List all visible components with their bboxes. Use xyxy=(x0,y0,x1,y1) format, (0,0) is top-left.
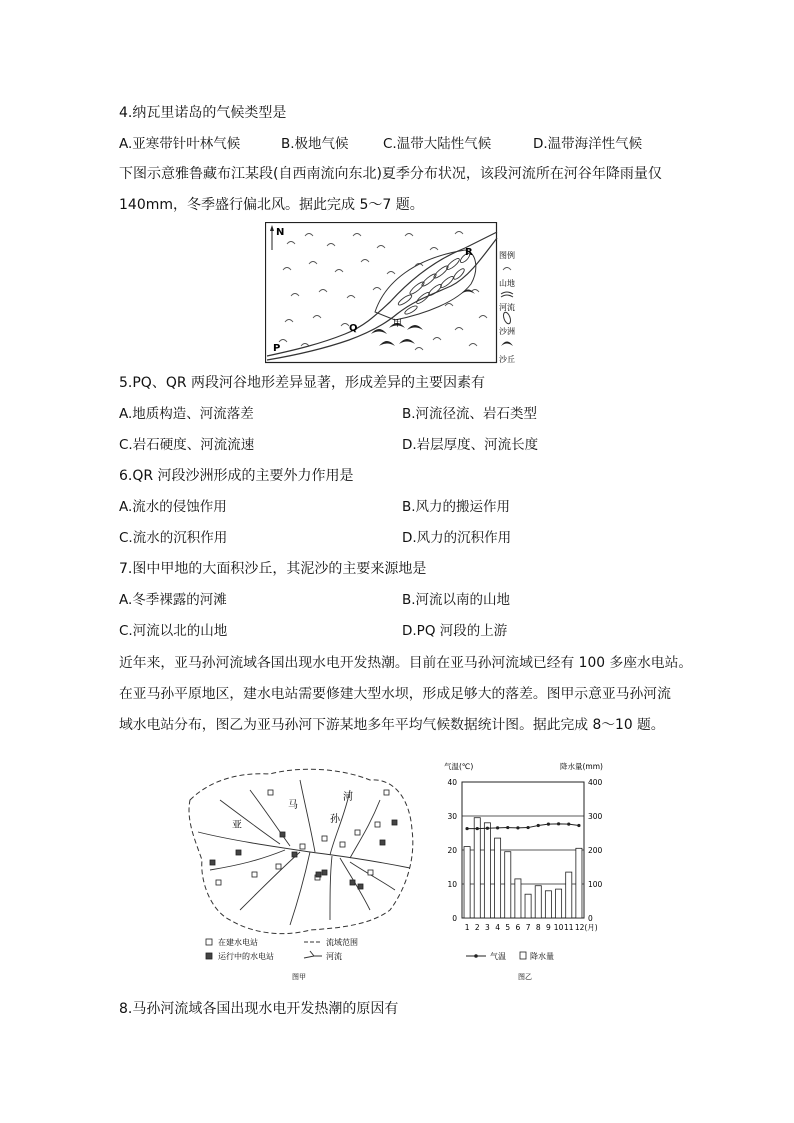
label-p: P xyxy=(273,343,281,354)
map1-legend xyxy=(499,250,515,364)
temperature-point xyxy=(577,824,580,827)
precipitation-bar xyxy=(545,891,551,918)
precipitation-bar xyxy=(464,847,470,918)
chart-ytick-left: 0 xyxy=(452,914,457,923)
precipitation-bar xyxy=(515,879,521,918)
chart-ytick-left: 10 xyxy=(447,880,457,889)
q6-option-d: D.风力的沉积作用 xyxy=(402,530,512,546)
svg-text:河流: 河流 xyxy=(499,303,515,312)
intro1-line2: 140mm，冬季盛行偏北风。据此完成 5～7 题。 xyxy=(119,197,424,213)
chart-ylabel-left: 气温(℃) xyxy=(444,762,474,771)
chart-ytick-left: 20 xyxy=(447,846,457,855)
svg-text:马: 马 xyxy=(288,800,298,811)
q8-stem: 8.马孙河流域各国出现水电开发热潮的原因有 xyxy=(119,1001,399,1017)
temperature-point xyxy=(486,827,489,830)
q5-option-b: B.河流径流、岩石类型 xyxy=(402,406,538,422)
precipitation-bar xyxy=(556,889,562,918)
svg-text:在建水电站: 在建水电站 xyxy=(218,938,258,947)
temperature-point xyxy=(547,823,550,826)
svg-text:沙丘: 沙丘 xyxy=(499,355,515,364)
chart-ytick-right: 0 xyxy=(588,914,593,923)
temperature-point xyxy=(537,824,540,827)
chart-ytick-right: 400 xyxy=(588,778,603,787)
svg-text:孙: 孙 xyxy=(330,814,340,825)
amazon-basin-map xyxy=(189,769,413,981)
precipitation-bar xyxy=(576,848,582,918)
q6-option-b: B.风力的搬运作用 xyxy=(402,499,511,515)
intro1-line1: 下图示意雅鲁藏布江某段(自西南流向东北)夏季分布状况，该段河流所在河谷年降雨量仅 xyxy=(119,166,662,182)
temperature-point xyxy=(557,822,560,825)
chart-ytick-right: 100 xyxy=(588,880,603,889)
svg-text:河流: 河流 xyxy=(326,952,342,961)
chart-xtick: 8 xyxy=(535,923,541,932)
svg-text:河: 河 xyxy=(343,792,353,803)
temperature-point xyxy=(496,826,499,829)
intro2-line3: 域水电站分布，图乙为亚马孙河下游某地多年平均气候数据统计图。据此完成 8～10 题。 xyxy=(119,717,665,733)
chart-caption: 图乙 xyxy=(518,973,532,981)
chart-xtick: 5 xyxy=(505,923,511,932)
chart-ytick-left: 40 xyxy=(447,778,457,787)
temperature-point xyxy=(476,827,479,830)
chart-xtick: 11 xyxy=(563,923,574,932)
q7-option-a: A.冬季裸露的河滩 xyxy=(119,592,227,608)
q5-option-c: C.岩石硬度、河流流速 xyxy=(119,437,255,453)
chart-ylabel-right: 降水量(mm) xyxy=(560,762,603,771)
legend-precipitation: 降水量 xyxy=(530,952,554,961)
chart-xtick: 2 xyxy=(474,923,480,932)
intro2-line2: 在亚马孙平原地区，建水电站需要修建大型水坝，形成足够大的落差。图甲示意亚马孙河流 xyxy=(119,686,671,702)
chart-ytick-left: 30 xyxy=(447,812,457,821)
chart-xtick: 3 xyxy=(485,923,490,932)
chart-xtick: 10 xyxy=(553,923,564,932)
q6-option-c: C.流水的沉积作用 xyxy=(119,530,228,546)
q4-stem: 4.纳瓦里诺岛的气候类型是 xyxy=(119,105,287,121)
svg-text:图甲: 图甲 xyxy=(292,973,306,981)
north-label: N xyxy=(276,227,285,238)
svg-text:山地: 山地 xyxy=(499,279,515,288)
precipitation-bar xyxy=(474,818,480,918)
precipitation-bar xyxy=(525,894,531,918)
precipitation-bar xyxy=(495,838,501,918)
q7-option-d: D.PQ 河段的上游 xyxy=(402,623,508,639)
label-jia: 甲 xyxy=(393,319,403,329)
label-r: R xyxy=(465,247,473,258)
q4-option-a: A.亚寒带针叶林气候 xyxy=(119,136,241,152)
chart-xtick: 7 xyxy=(525,923,531,932)
legend-temperature: 气温 xyxy=(490,952,506,961)
svg-text:运行中的水电站: 运行中的水电站 xyxy=(218,952,274,961)
intro2-line1: 近年来，亚马孙河流域各国出现水电开发热潮。目前在亚马孙河流域已经有 100 多座水电站。 xyxy=(119,655,693,671)
precipitation-bar xyxy=(484,823,490,918)
q5-stem: 5.PQ、QR 两段河谷地形差异显著，形成差异的主要因素有 xyxy=(119,375,486,391)
chart-xtick: 6 xyxy=(515,923,521,932)
q4-option-c: C.温带大陆性气候 xyxy=(383,136,492,152)
chart-xtick: 4 xyxy=(495,923,500,932)
q6-option-a: A.流水的侵蚀作用 xyxy=(119,499,227,515)
svg-text:沙洲: 沙洲 xyxy=(499,327,515,336)
precipitation-bar xyxy=(566,872,572,918)
temperature-line xyxy=(467,824,579,829)
q7-option-b: B.河流以南的山地 xyxy=(402,592,511,608)
q4-option-d: D.温带海洋性气候 xyxy=(533,136,643,152)
temperature-point xyxy=(526,826,529,829)
temperature-point xyxy=(516,826,519,829)
q5-option-d: D.岩层厚度、河流长度 xyxy=(402,437,539,453)
q4-option-b: B.极地气候 xyxy=(281,136,349,152)
precipitation-bar xyxy=(535,886,541,918)
svg-text:流域范围: 流域范围 xyxy=(326,938,358,947)
q6-stem: 6.QR 河段沙洲形成的主要外力作用是 xyxy=(119,468,354,484)
precipitation-bar xyxy=(505,852,511,918)
temperature-point xyxy=(465,827,468,830)
svg-text:图例: 图例 xyxy=(499,251,515,260)
temperature-point xyxy=(567,823,570,826)
chart-ytick-right: 200 xyxy=(588,846,603,855)
chart-xtick: 9 xyxy=(546,923,551,932)
amazon-figure xyxy=(180,760,620,985)
river-valley-map xyxy=(265,222,523,368)
chart-xtick: 12(月) xyxy=(574,923,598,932)
svg-text:亚: 亚 xyxy=(232,820,242,831)
climate-chart xyxy=(444,761,603,981)
q7-option-c: C.河流以北的山地 xyxy=(119,623,228,639)
chart-ytick-right: 300 xyxy=(588,812,603,821)
temperature-point xyxy=(506,826,509,829)
q7-stem: 7.图中甲地的大面积沙丘，其泥沙的主要来源地是 xyxy=(119,561,427,577)
chart-xtick: 1 xyxy=(464,923,470,932)
q5-option-a: A.地质构造、河流落差 xyxy=(119,406,254,422)
label-q: Q xyxy=(349,323,358,334)
